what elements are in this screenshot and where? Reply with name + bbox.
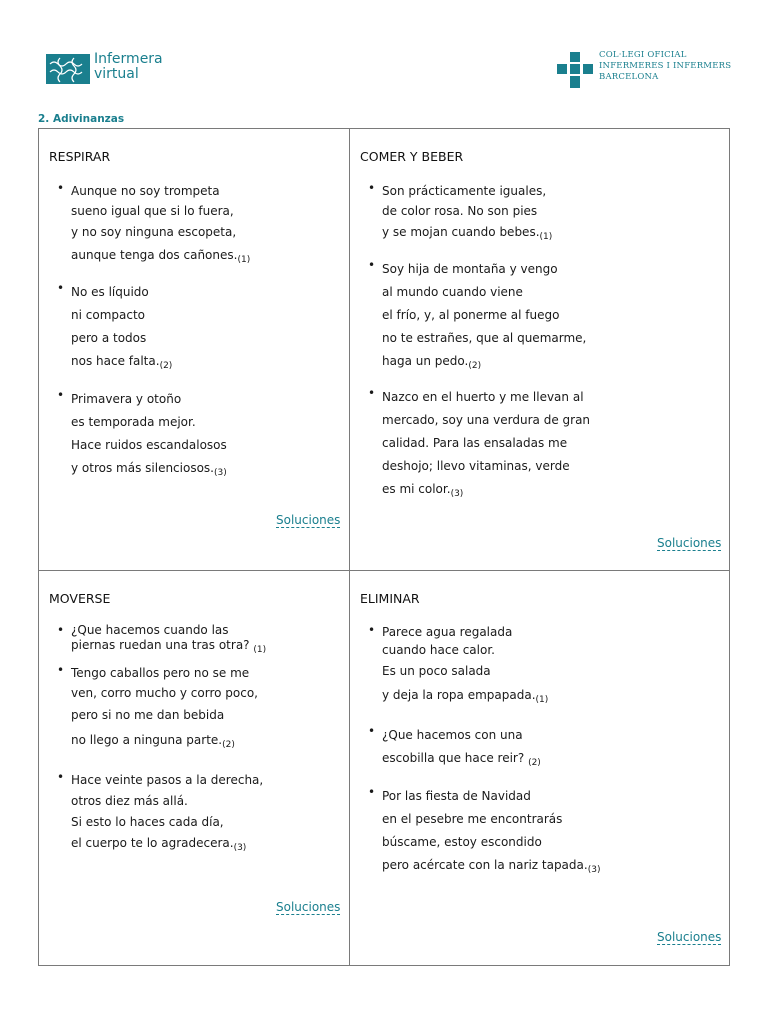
riddle-list [368, 623, 600, 879]
riddle-item [368, 258, 590, 375]
riddle-line: haga un pedo. [382, 354, 469, 368]
riddle-line: Hace ruidos escandalosos [71, 438, 227, 452]
riddle-line: ven, corro mucho y corro poco, [71, 686, 258, 700]
cell-title: ELIMINAR [360, 591, 420, 606]
riddle-item [368, 386, 590, 503]
riddle-list [368, 181, 590, 503]
riddle-item [57, 663, 266, 755]
college-name-line3: BARCELONA [599, 72, 659, 82]
riddle-line: búscame, estoy escondido [382, 835, 542, 849]
riddle-line: piernas ruedan una tras otra? [71, 638, 250, 652]
riddle-line: • Aunque no soy trompeta [71, 184, 220, 198]
riddle-line: mercado, soy una verdura de gran [382, 413, 591, 427]
riddle-line: • ¿Que hacemos cuando las [71, 623, 229, 637]
riddle-line: pero a todos [71, 331, 147, 345]
riddle-line: • Por las fiesta de Navidad [382, 789, 531, 803]
riddle-number: (1) [539, 232, 553, 242]
riddle-line: calidad. Para las ensaladas me [382, 436, 568, 450]
section-title: 2. Adivinanzas [38, 113, 125, 125]
riddle-item [368, 785, 600, 879]
riddle-line: • Hace veinte pasos a la derecha, [71, 773, 264, 787]
riddle-line: escobilla que hace reir? [382, 751, 525, 765]
riddle-line: otros diez más allá. [71, 794, 188, 808]
riddle-number: (3) [233, 843, 247, 853]
riddle-number: (3) [214, 468, 227, 478]
riddle-item [57, 623, 266, 655]
riddle-line: de color rosa. No son pies [382, 204, 538, 218]
riddle-line: al mundo cuando viene [382, 285, 523, 299]
riddle-item [57, 281, 250, 375]
puzzle-logo-icon [46, 54, 90, 84]
riddle-number: (2) [468, 361, 482, 371]
cell-title: MOVERSE [49, 591, 111, 606]
logo-text-line1: Infermera [94, 51, 163, 67]
riddle-number: (2) [528, 758, 541, 768]
riddle-line: y se mojan cuando bebes. [382, 225, 540, 239]
riddle-item [368, 724, 600, 772]
riddle-line: pero acércate con la nariz tapada. [382, 858, 588, 872]
riddle-line: • Soy hija de montaña y vengo [382, 262, 558, 276]
riddle-item [57, 388, 250, 482]
riddle-item [368, 181, 590, 246]
riddle-line: el frío, y, al ponerme al fuego [382, 308, 560, 322]
riddles-grid [38, 128, 730, 966]
riddle-line: el cuerpo te lo agradecera. [71, 836, 234, 850]
riddle-line: y otros más silenciosos. [71, 461, 214, 475]
riddle-line: • No es líquido [71, 285, 149, 299]
logo-text-line2: virtual [94, 66, 139, 82]
solutions-link[interactable]: Soluciones [276, 513, 341, 527]
cell-respirar [39, 129, 349, 570]
riddle-line: • Nazco en el huerto y me llevan al [382, 390, 584, 404]
cell-comer-y-beber [350, 129, 731, 570]
riddle-number: (2) [222, 740, 235, 750]
riddle-item [57, 770, 266, 856]
riddle-line: aunque tenga dos cañones. [71, 248, 238, 262]
riddle-line: es temporada mejor. [71, 415, 196, 429]
riddle-line: • Parece agua regalada [382, 625, 513, 639]
riddle-list [57, 623, 266, 856]
cross-logo-icon [557, 52, 595, 88]
cell-eliminar [350, 571, 731, 967]
college-name-line1: COL·LEGI OFICIAL [599, 50, 687, 60]
riddle-line: • Primavera y otoño [71, 392, 182, 406]
riddle-number: (1) [253, 645, 267, 655]
riddle-number: (2) [159, 361, 173, 371]
riddle-line: nos hace falta. [71, 354, 160, 368]
riddle-line: • Tengo caballos pero no se me [71, 666, 250, 680]
riddle-line: deshojo; llevo vitaminas, verde [382, 459, 570, 473]
cell-title: COMER Y BEBER [360, 149, 464, 164]
riddle-number: (1) [535, 695, 549, 705]
riddle-line: sueno igual que si lo fuera, [71, 204, 234, 218]
solutions-link[interactable]: Soluciones [276, 900, 341, 914]
cell-moverse [39, 571, 349, 967]
riddle-list [57, 181, 250, 482]
riddle-line: Si esto lo haces cada día, [71, 815, 224, 829]
riddle-item [368, 623, 600, 709]
riddle-line: pero si no me dan bebida [71, 708, 225, 722]
cell-title: RESPIRAR [49, 149, 111, 164]
riddle-line: Es un poco salada [382, 664, 491, 678]
riddle-line: cuando hace calor. [382, 643, 495, 657]
solutions-link[interactable]: Soluciones [657, 536, 722, 550]
riddle-line: y no soy ninguna escopeta, [71, 225, 237, 239]
solutions-link[interactable]: Soluciones [657, 930, 722, 944]
riddle-line: • Son prácticamente iguales, [382, 184, 547, 198]
riddle-line: es mi color. [382, 482, 451, 496]
riddle-number: (3) [450, 489, 464, 499]
riddle-line: en el pesebre me encontrarás [382, 812, 563, 826]
riddle-line: y deja la ropa empapada. [382, 688, 536, 702]
riddle-line: ni compacto [71, 308, 145, 322]
riddle-number: (1) [237, 255, 251, 265]
college-name-line2: INFERMERES I INFERMERS [599, 61, 732, 71]
riddle-item [57, 181, 250, 269]
riddle-line: • ¿Que hacemos con una [382, 728, 523, 742]
riddle-line: no te estrañes, que al quemarme, [382, 331, 587, 345]
riddle-line: no llego a ninguna parte. [71, 733, 223, 747]
riddle-number: (3) [587, 865, 601, 875]
